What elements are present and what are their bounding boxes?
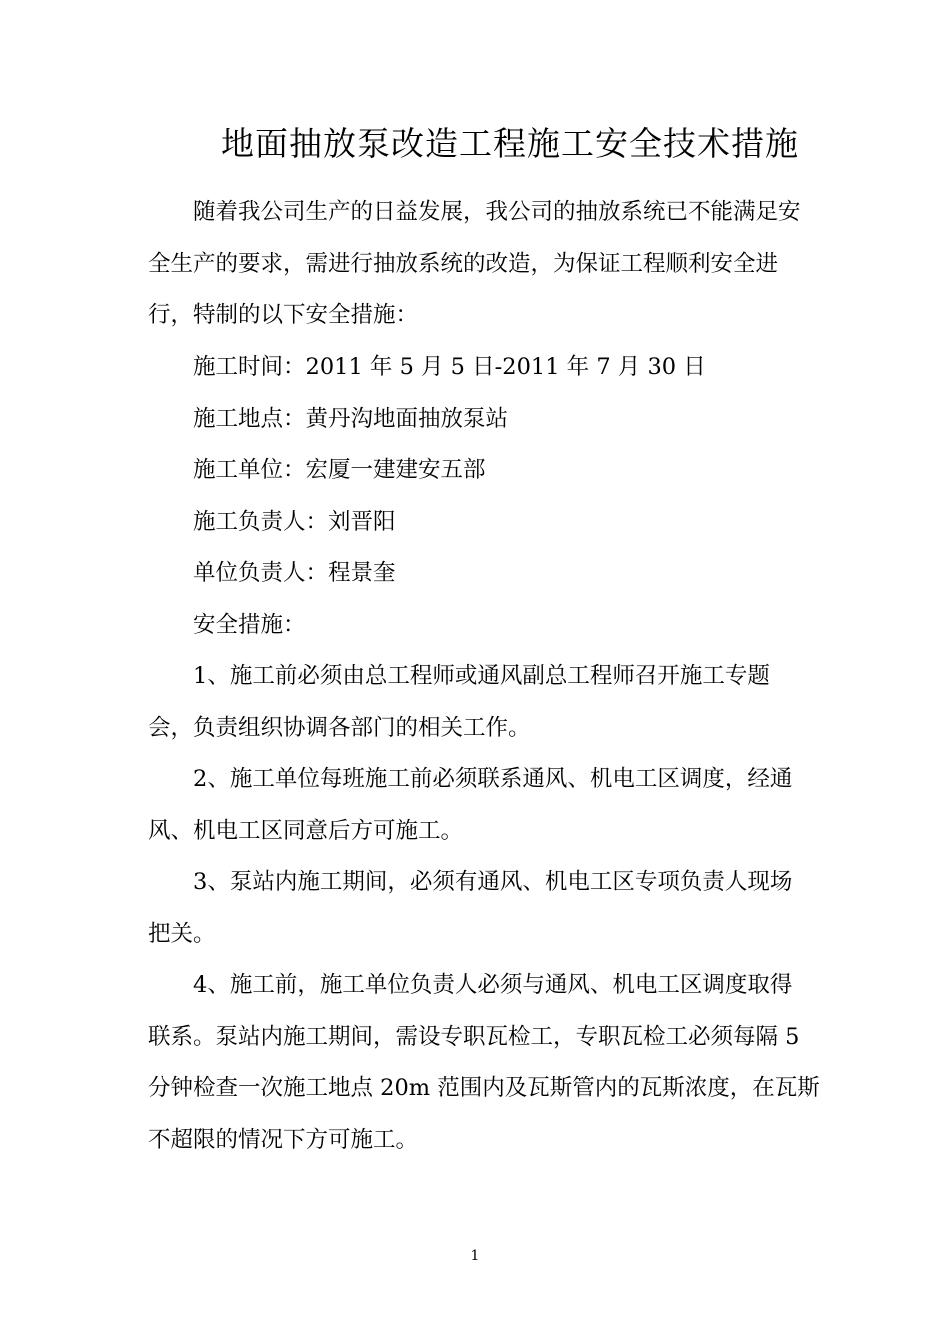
measure-item-2 — [148, 754, 808, 857]
measure-line: 2、施工单位每班施工前必须联系通风、机电工区调度，经通 — [193, 766, 793, 792]
page-number: 1 — [470, 1248, 480, 1264]
construction-location: 施工地点：黄丹沟地面抽放泵站 — [193, 405, 509, 432]
construction-time: 施工时间：2011 年 5 月 5 日-2011 年 7 月 30 日 — [193, 354, 706, 380]
measure-line: 把关。 — [148, 920, 216, 947]
unit-leader: 单位负责人：程景奎 — [193, 560, 396, 586]
document-title: 地面抽放泵改造工程施工安全技术措施 — [221, 124, 799, 163]
measure-line: 3、泵站内施工期间，必须有通风、机电工区专项负责人现场 — [193, 869, 793, 895]
measure-item-4 — [148, 960, 820, 1166]
measure-item-1 — [148, 651, 808, 754]
measure-line: 不超限的情况下方可施工。 — [148, 1126, 419, 1153]
intro-paragraph — [148, 187, 808, 342]
measure-line: 1、施工前必须由总工程师或通风副总工程师召开施工专题 — [193, 663, 770, 689]
intro-line: 随着我公司生产的日益发展，我公司的抽放系统已不能满足安 — [193, 199, 801, 225]
measure-item-3 — [148, 857, 808, 960]
intro-line: 全生产的要求，需进行抽放系统的改造，为保证工程顺利安全进 — [148, 250, 779, 277]
construction-unit: 施工单位：宏厦一建建安五部 — [193, 457, 486, 483]
measure-line: 联系。泵站内施工期间，需设专职瓦检工，专职瓦检工必须每隔 5 — [148, 1023, 800, 1050]
intro-line: 行，特制的以下安全措施： — [148, 302, 419, 328]
measures-heading: 安全措施： — [193, 611, 306, 638]
measure-line: 风、机电工区同意后方可施工。 — [148, 817, 464, 844]
construction-leader: 施工负责人：刘晋阳 — [193, 508, 396, 535]
info-block — [148, 342, 808, 651]
measure-line: 分钟检查一次施工地点 20m 范围内及瓦斯管内的瓦斯浓度，在瓦斯 — [148, 1075, 820, 1101]
measure-line: 4、施工前，施工单位负责人必须与通风、机电工区调度取得 — [193, 972, 793, 998]
measure-line: 会，负责组织协调各部门的相关工作。 — [148, 714, 531, 741]
